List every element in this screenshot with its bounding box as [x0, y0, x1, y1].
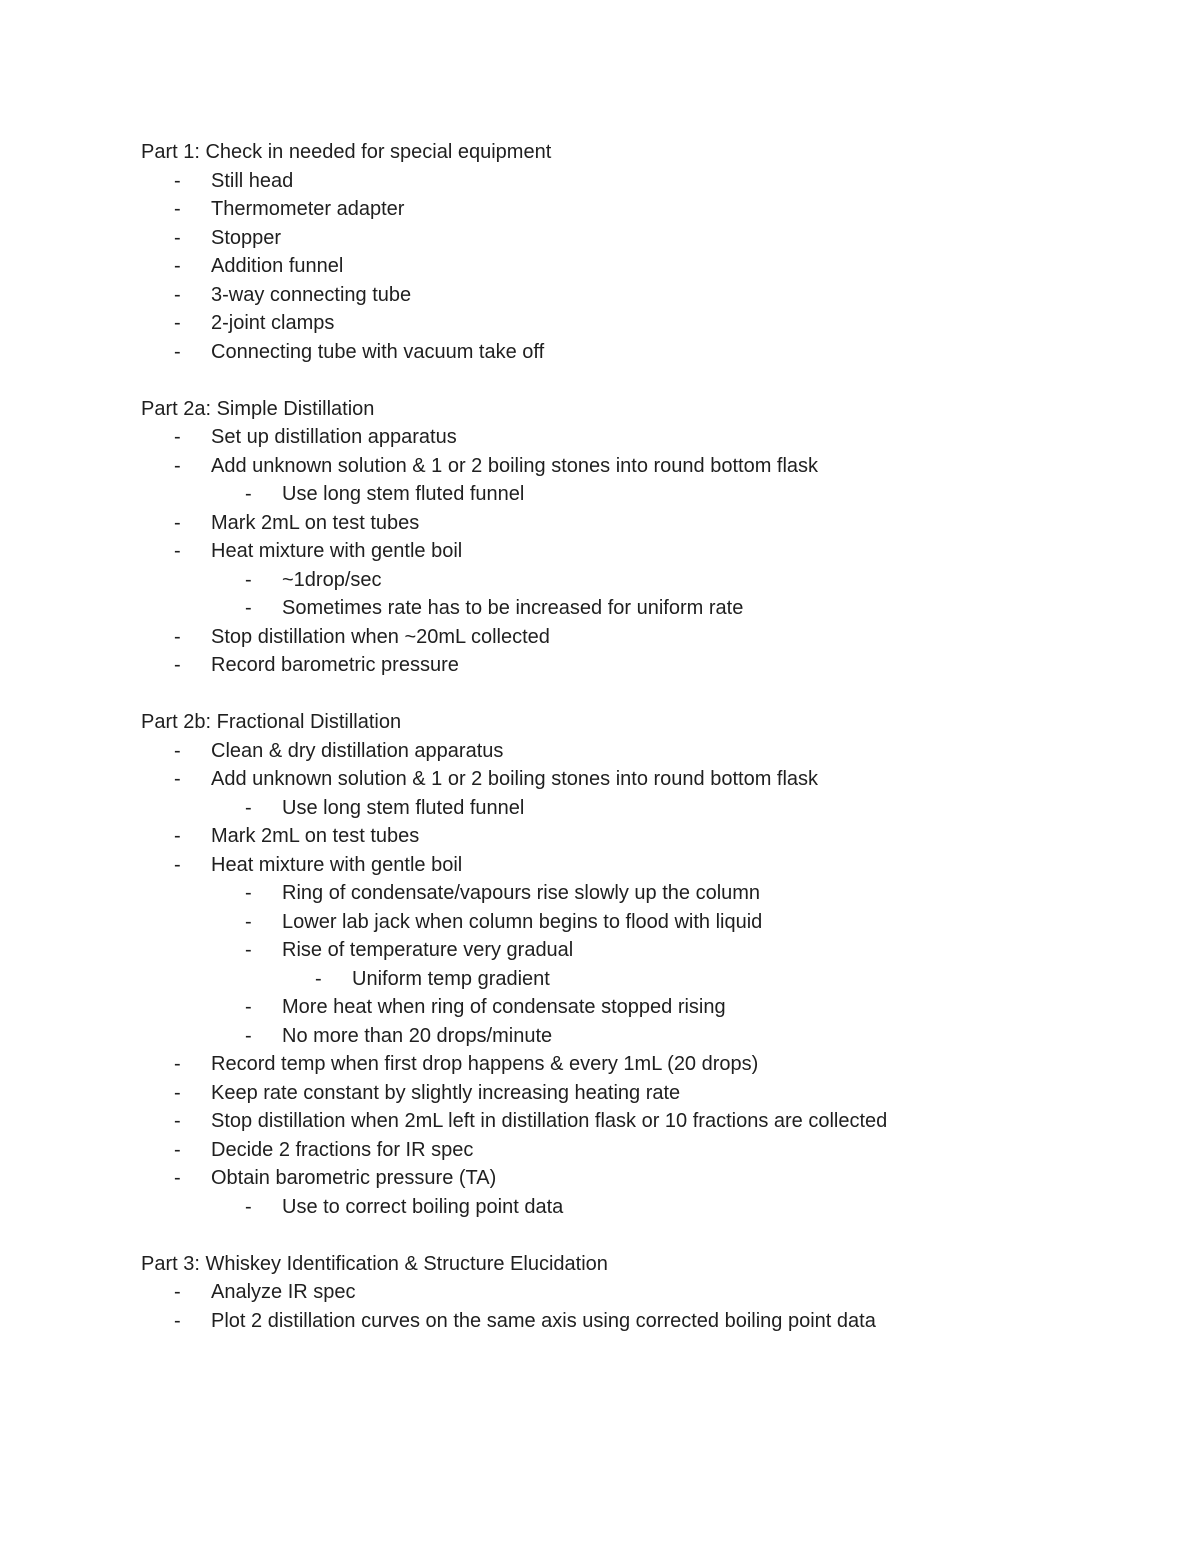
list-item — [141, 167, 1141, 196]
list-bullet-dash: - — [245, 910, 252, 933]
list-bullet-dash: - — [174, 540, 181, 562]
list-item-text: More heat when ring of condensate stopped rising — [282, 996, 726, 1018]
list-item — [141, 452, 1141, 481]
section-heading: Part 2b: Fractional Distillation — [141, 711, 402, 733]
list-item — [141, 1050, 1141, 1079]
list-bullet-dash: - — [174, 1167, 181, 1189]
list-bullet-dash: - — [245, 483, 252, 505]
list-bullet-dash: - — [174, 853, 181, 876]
list-bullet-dash: - — [174, 255, 181, 277]
list-item-text: Stop distillation when 2mL left in distillation flask or 10 fractions are collected — [211, 1110, 888, 1132]
list-bullet-dash: - — [245, 882, 252, 904]
list-bullet-dash: - — [174, 511, 181, 534]
list-bullet-dash: - — [315, 967, 322, 990]
list-bullet-dash: - — [245, 996, 252, 1018]
list-item — [141, 423, 1141, 452]
section-heading: Part 3: Whiskey Identification & Structure Elucidation — [141, 1252, 608, 1275]
list-bullet-dash: - — [174, 1281, 181, 1303]
list-bullet-dash: - — [245, 939, 252, 961]
list-item-text: Uniform temp gradient — [352, 967, 550, 990]
list-item — [141, 480, 1141, 509]
list-item — [141, 993, 1141, 1022]
list-bullet-dash: - — [174, 283, 181, 306]
list-item — [141, 1079, 1141, 1108]
list-item — [141, 309, 1141, 338]
list-item — [141, 623, 1141, 652]
list-item-text: Use long stem fluted funnel — [282, 483, 525, 505]
list-bullet-dash: - — [174, 768, 181, 790]
list-item-text: Keep rate constant by slightly increasing heating rate — [211, 1081, 681, 1104]
list-item-text: Connecting tube with vacuum take off — [211, 340, 545, 363]
list-item-text: Add unknown solution & 1 or 2 boiling stones into round bottom flask — [211, 768, 819, 790]
list-item-text: Lower lab jack when column begins to flood with liquid — [282, 910, 763, 933]
document-body — [141, 138, 1141, 1364]
list-item — [141, 965, 1141, 994]
list-item — [141, 509, 1141, 538]
list-item — [141, 566, 1141, 595]
list-item — [141, 252, 1141, 281]
list-bullet-dash: - — [174, 739, 181, 762]
list-item — [141, 737, 1141, 766]
list-item-text: Heat mixture with gentle boil — [211, 853, 463, 876]
list-item — [141, 338, 1141, 367]
list-item-text: Stop distillation when ~20mL collected — [211, 625, 550, 648]
list-item — [141, 281, 1141, 310]
list-item-text: Heat mixture with gentle boil — [211, 540, 463, 562]
section-heading: Part 1: Check in needed for special equipment — [141, 141, 552, 163]
list-item-text: ~1drop/sec — [282, 568, 382, 591]
list-item — [141, 1107, 1141, 1136]
list-item-text: Analyze IR spec — [211, 1281, 356, 1303]
list-bullet-dash: - — [245, 597, 252, 619]
list-item-text: Plot 2 distillation curves on the same axis using corrected boiling point data — [211, 1309, 876, 1332]
list-item-text: Rise of temperature very gradual — [282, 939, 574, 961]
list-item-text: Mark 2mL on test tubes — [211, 511, 420, 534]
list-bullet-dash: - — [174, 426, 181, 448]
list-item — [141, 651, 1141, 680]
list-item-text: 2-joint clamps — [211, 312, 335, 334]
document-section — [141, 708, 1141, 1221]
list-item-text: Mark 2mL on test tubes — [211, 825, 420, 847]
list-bullet-dash: - — [174, 340, 181, 363]
list-item — [141, 195, 1141, 224]
list-item — [141, 537, 1141, 566]
list-bullet-dash: - — [245, 568, 252, 591]
list-item — [141, 822, 1141, 851]
list-bullet-dash: - — [174, 169, 181, 192]
list-item-text: Stopper — [211, 226, 282, 249]
list-item-text: Record temp when first drop happens & every 1mL (20 drops) — [211, 1053, 759, 1075]
list-bullet-dash: - — [174, 625, 181, 648]
list-item-text: Use long stem fluted funnel — [282, 796, 525, 819]
list-item — [141, 1278, 1141, 1307]
list-bullet-dash: - — [174, 654, 181, 676]
list-item-text: Ring of condensate/vapours rise slowly up the column — [282, 882, 761, 904]
list-item — [141, 594, 1141, 623]
list-item — [141, 1307, 1141, 1336]
list-item — [141, 1136, 1141, 1165]
list-item — [141, 908, 1141, 937]
list-bullet-dash: - — [174, 1053, 181, 1075]
list-item-text: Record barometric pressure — [211, 654, 459, 676]
list-item-text: 3-way connecting tube — [211, 283, 412, 306]
list-item-text: No more than 20 drops/minute — [282, 1024, 553, 1047]
list-bullet-dash: - — [174, 825, 181, 847]
list-bullet-dash: - — [174, 198, 181, 220]
list-item-text: Add unknown solution & 1 or 2 boiling stones into round bottom flask — [211, 454, 819, 477]
list-item — [141, 224, 1141, 253]
list-bullet-dash: - — [174, 454, 181, 477]
list-bullet-dash: - — [174, 226, 181, 249]
list-bullet-dash: - — [174, 1081, 181, 1104]
list-item-text: Addition funnel — [211, 255, 344, 277]
document-section — [141, 138, 1141, 366]
document-section — [141, 1250, 1141, 1336]
list-bullet-dash: - — [174, 312, 181, 334]
list-item-text: Obtain barometric pressure (TA) — [211, 1167, 497, 1189]
list-item-text: Decide 2 fractions for IR spec — [211, 1138, 474, 1161]
list-bullet-dash: - — [245, 1195, 252, 1218]
list-item-text: Set up distillation apparatus — [211, 426, 457, 448]
list-item-text: Sometimes rate has to be increased for uniform rate — [282, 597, 744, 619]
list-bullet-dash: - — [174, 1138, 181, 1161]
section-heading: Part 2a: Simple Distillation — [141, 397, 375, 420]
list-item-text: Still head — [211, 169, 294, 192]
list-bullet-dash: - — [245, 796, 252, 819]
list-bullet-dash: - — [174, 1110, 181, 1132]
list-item — [141, 765, 1141, 794]
list-item — [141, 794, 1141, 823]
list-item — [141, 1164, 1141, 1193]
list-item — [141, 936, 1141, 965]
list-item — [141, 1022, 1141, 1051]
list-item — [141, 879, 1141, 908]
list-item — [141, 1193, 1141, 1222]
document-section — [141, 395, 1141, 680]
list-bullet-dash: - — [174, 1309, 181, 1332]
list-item-text: Thermometer adapter — [211, 198, 405, 220]
list-item — [141, 851, 1141, 880]
list-item-text: Use to correct boiling point data — [282, 1195, 564, 1218]
list-bullet-dash: - — [245, 1024, 252, 1047]
list-item-text: Clean & dry distillation apparatus — [211, 739, 504, 762]
